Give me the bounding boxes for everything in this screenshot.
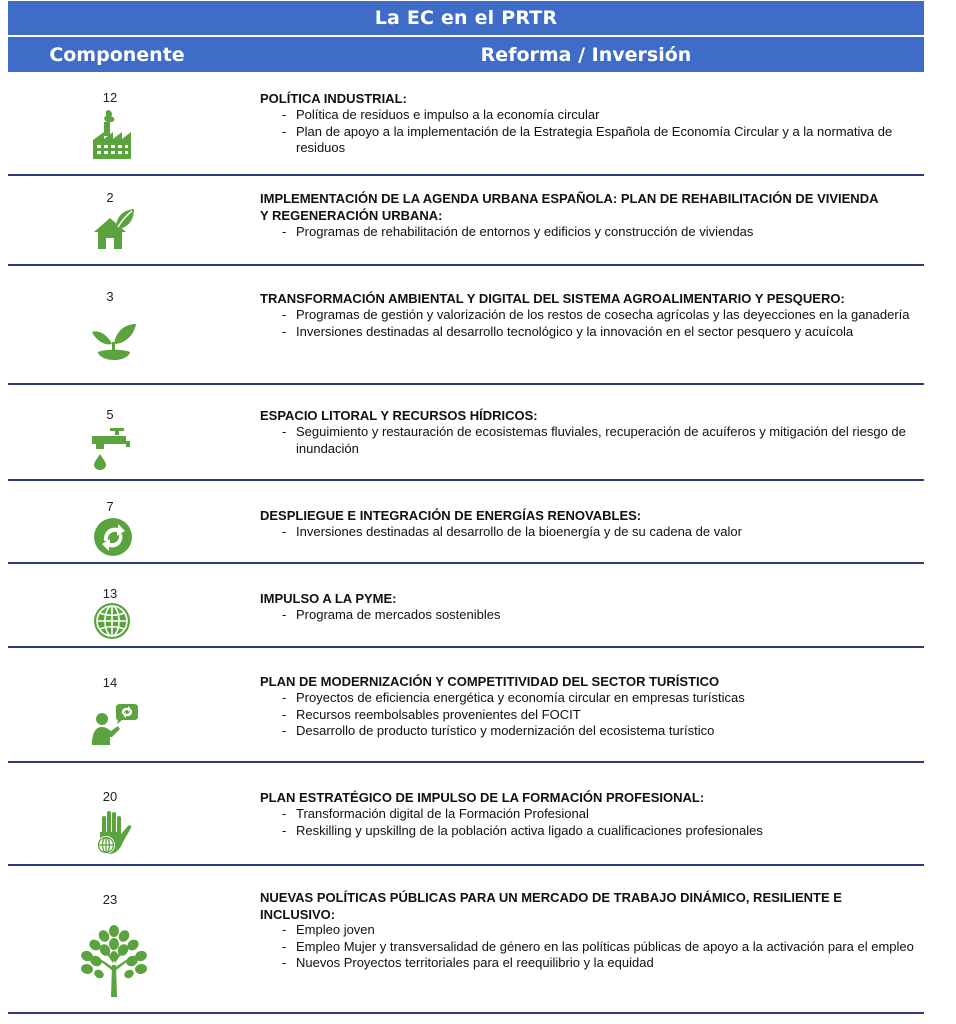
table-title-bar [8, 1, 924, 35]
list-item: - Empleo joven [278, 922, 918, 939]
row-title: NUEVAS POLÍTICAS PÚBLICAS PARA UN MERCADO DE TRABAJO DINÁMICO, RESILIENTE E INCLUSIVO: [260, 890, 842, 922]
row-separator [8, 562, 924, 564]
row-title: PLAN DE MODERNIZACIÓN Y COMPETITIVIDAD DEL SECTOR TURÍSTICO [260, 674, 720, 689]
row-title: IMPLEMENTACIÓN DE LA AGENDA URBANA ESPAÑOLA: PLAN DE REHABILITACIÓN DE VIVIENDA Y REGENERACIÓN URBANA: [260, 191, 878, 223]
component-number: 5 [106, 407, 114, 422]
row-title: ESPACIO LITORAL Y RECURSOS HÍDRICOS: [260, 408, 538, 423]
list-item: - Nuevos Proyectos territoriales para el reequilibrio y la equidad [278, 955, 918, 972]
component-number: 2 [106, 190, 114, 205]
column-header-component: Componente [49, 43, 185, 66]
row-title: TRANSFORMACIÓN AMBIENTAL Y DIGITAL DEL SISTEMA AGROALIMENTARIO Y PESQUERO: [260, 291, 845, 306]
list-item: - Recursos reembolsables provenientes del FOCIT [278, 707, 918, 724]
component-number: 23 [102, 892, 118, 907]
row-item-list [278, 224, 918, 241]
globe-icon [93, 602, 131, 640]
row-item-list [278, 806, 918, 839]
sprout-icon [92, 322, 136, 360]
row-separator [8, 174, 924, 176]
water-tap-icon [90, 427, 134, 471]
row-item-list [278, 107, 918, 157]
list-item: - Programa de mercados sostenibles [278, 607, 918, 624]
row-item-list [278, 424, 918, 457]
row-title: POLÍTICA INDUSTRIAL: [260, 91, 407, 106]
component-number: 7 [106, 499, 114, 514]
hand-globe-icon [93, 810, 133, 856]
list-item: - Seguimiento y restauración de ecosistemas fluviales, recuperación de acuíferos y mitigación del riesgo de inundación [278, 424, 918, 457]
person-speech-recycle-icon [90, 704, 138, 746]
row-separator [8, 383, 924, 385]
list-item: - Inversiones destinadas al desarrollo de la bioenergía y de su cadena de valor [278, 524, 918, 541]
table-title: La EC en el PRTR [374, 7, 558, 29]
list-item: - Proyectos de eficiencia energética y economía circular en empresas turísticas [278, 690, 918, 707]
row-item-list [278, 307, 918, 340]
row-title: IMPULSO A LA PYME: [260, 591, 397, 606]
component-number: 20 [102, 789, 118, 804]
column-header-reform: Reforma / Inversión [480, 43, 692, 66]
list-item: - Programas de rehabilitación de entornos y edificios y construcción de viviendas [278, 224, 918, 241]
recycle-circle-icon [93, 517, 133, 557]
list-item: - Transformación digital de la Formación Profesional [278, 806, 918, 823]
component-number: 14 [102, 675, 118, 690]
component-number: 13 [102, 586, 118, 601]
list-item: - Programas de gestión y valorización de los restos de cosecha agrícolas y las deyecciones en la ganadería [278, 307, 918, 324]
list-item: - Reskilling y upskillng de la población activa ligado a cualificaciones profesionales [278, 823, 918, 840]
list-item: - Política de residuos e impulso a la economía circular [278, 107, 918, 124]
row-separator [8, 479, 924, 481]
row-item-list [278, 922, 918, 972]
row-item-list [278, 690, 918, 740]
column-header-bar [8, 37, 924, 72]
row-separator [8, 1012, 924, 1014]
component-number: 3 [106, 289, 114, 304]
row-title: PLAN ESTRATÉGICO DE IMPULSO DE LA FORMACIÓN PROFESIONAL: [260, 790, 705, 805]
row-separator [8, 264, 924, 266]
factory-icon [92, 108, 132, 160]
tree-icon [78, 925, 150, 997]
list-item: - Inversiones destinadas al desarrollo tecnológico y la innovación en el sector pesquero y acuícola [278, 324, 918, 341]
list-item: - Empleo Mujer y transversalidad de género en las políticas públicas de apoyo a la activación para el empleo [278, 939, 918, 956]
list-item: - Desarrollo de producto turístico y modernización del ecosistema turístico [278, 723, 918, 740]
row-separator [8, 864, 924, 866]
row-item-list [278, 607, 918, 624]
row-item-list [278, 524, 918, 541]
row-title: DESPLIEGUE E INTEGRACIÓN DE ENERGÍAS RENOVABLES: [260, 508, 642, 523]
house-leaf-icon [92, 208, 136, 250]
row-separator [8, 646, 924, 648]
list-item: - Plan de apoyo a la implementación de la Estrategia Española de Economía Circular y a la normativa de residuos [278, 124, 918, 157]
component-number: 12 [102, 90, 118, 105]
row-separator [8, 761, 924, 763]
